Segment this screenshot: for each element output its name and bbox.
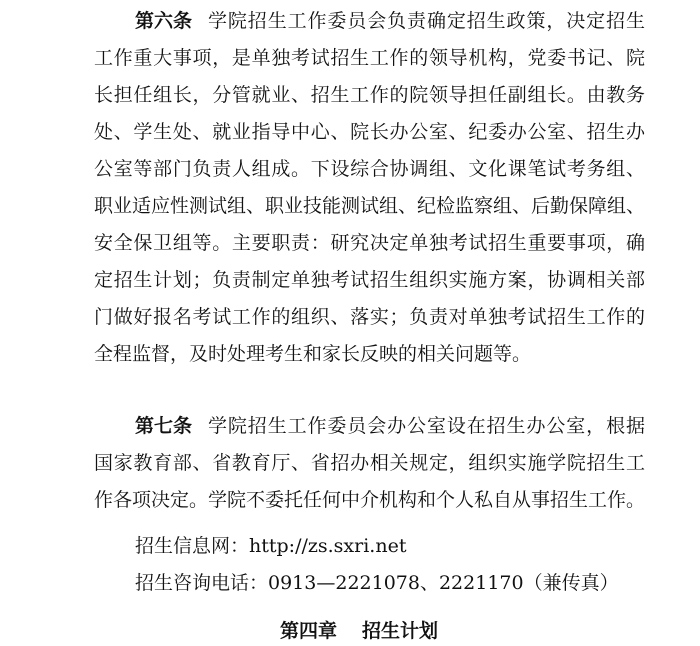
article6-line-9 [0, 302, 700, 332]
article6-line-4 [0, 117, 700, 147]
article6-text-line: 学院招生工作委员会负责确定招生政策，决定招生 [208, 10, 645, 32]
article7-line-2 [0, 448, 700, 478]
article7-label: 第七条 [135, 415, 193, 437]
article6-line-6 [0, 191, 700, 221]
article7-line-1 [0, 411, 700, 441]
website-line [0, 531, 700, 561]
phone-line [0, 568, 700, 598]
article6-line-7 [0, 228, 700, 258]
article6-line-8 [0, 265, 700, 295]
article7-text-line: 国家教育部、省教育厅、省招办相关规定，组织实施学院招生工 [94, 452, 645, 474]
article6-line-10 [0, 339, 700, 369]
article7-line-3 [0, 485, 700, 515]
article6-text-line: 门做好报名考试工作的组织、落实；负责对单独考试招生工作的 [94, 306, 645, 328]
article6-line-5 [0, 154, 700, 184]
phone-label: 招生咨询电话： [135, 572, 269, 594]
article7-text-line: 学院招生工作委员会办公室设在招生办公室，根据 [208, 415, 645, 437]
article6-text-line: 职业适应性测试组、职业技能测试组、纪检监察组、后勤保障组、 [94, 195, 645, 217]
phone-numbers: 0913—2221078、2221170（兼传真） [268, 572, 619, 594]
article6-text-line: 公室等部门负责人组成。下设综合协调组、文化课笔试考务组、 [94, 158, 645, 180]
article6-text-line: 全程监督，及时处理考生和家长反映的相关问题等。 [94, 343, 532, 365]
article6-text-line: 定招生计划；负责制定单独考试招生组织实施方案，协调相关部 [94, 269, 645, 291]
chapter-subtitle: 招生计划 [362, 620, 439, 642]
website-label: 招生信息网： [135, 535, 250, 557]
article6-text-line: 处、学生处、就业指导中心、院长办公室、纪委办公室、招生办 [94, 121, 645, 143]
website-link[interactable]: http://zs.sxri.net [249, 535, 407, 557]
article6-text-line: 工作重大事项，是单独考试招生工作的领导机构，党委书记、院 [94, 47, 645, 69]
article7-text-line: 作各项决定。学院不委托任何中介机构和个人私自从事招生工作。 [94, 489, 645, 511]
article6-line-1 [0, 6, 700, 36]
article6-label: 第六条 [135, 10, 193, 32]
article6-text-line: 安全保卫组等。主要职责：研究决定单独考试招生重要事项，确 [94, 232, 645, 254]
article6-text-line: 长担任组长，分管就业、招生工作的院领导担任副组长。由教务 [94, 84, 645, 106]
article6-line-2 [0, 43, 700, 73]
article6-line-3 [0, 80, 700, 110]
chapter-title: 第四章 [280, 620, 338, 642]
